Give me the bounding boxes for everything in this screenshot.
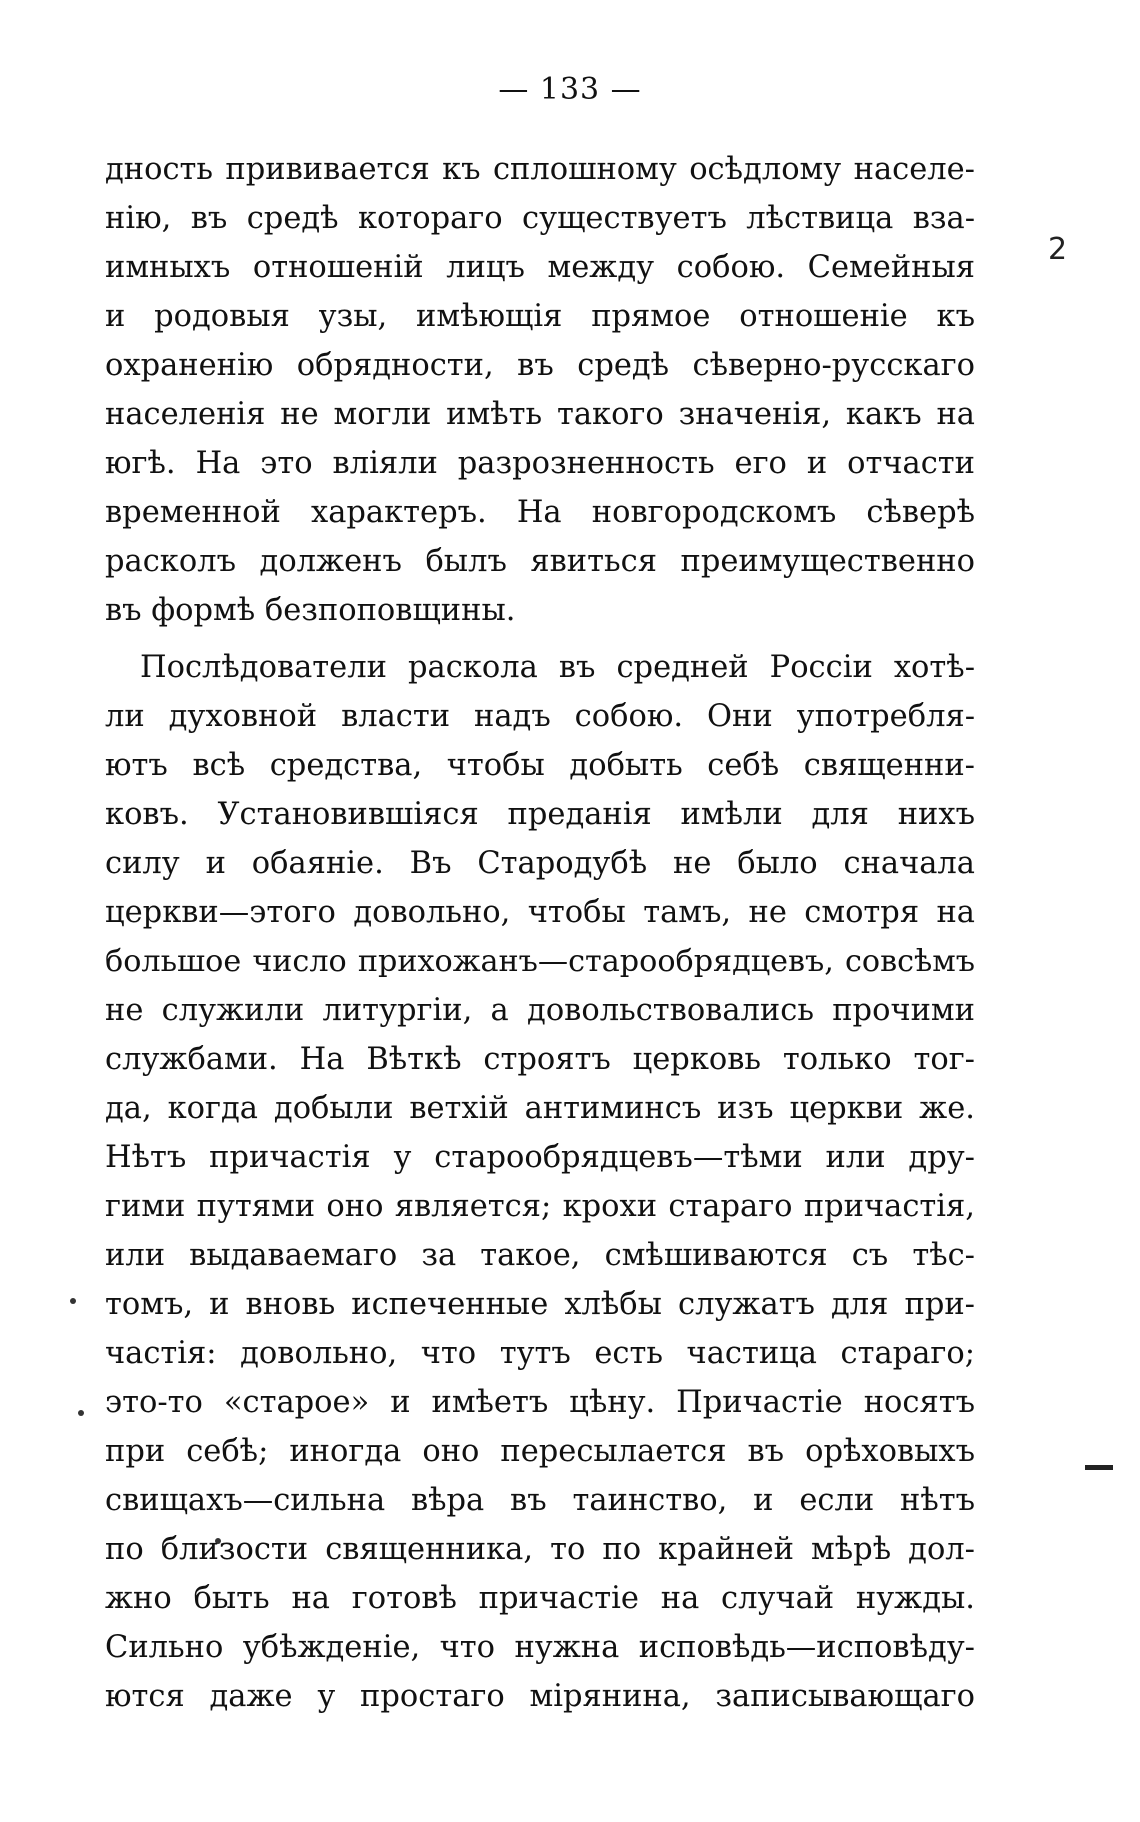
text-line: и родовыя узы, имѣющія прямое отношеніе къ — [105, 299, 975, 334]
text-line: имныхъ отношеній лицъ между собою. Семейныя — [105, 250, 975, 285]
paragraph-break — [105, 635, 975, 643]
text-line: жно быть на готовѣ причастіе на случай нужды. — [105, 1581, 975, 1616]
text-line: населенія не могли имѣть такого значенія, какъ на — [105, 397, 975, 432]
text-line: да, когда добыли ветхій антиминсъ изъ церкви же. — [105, 1091, 975, 1126]
text-line: томъ, и вновь испеченные хлѣбы служатъ для при- — [105, 1287, 975, 1322]
text-line: частія: довольно, что тутъ есть частица стараго; — [105, 1336, 975, 1371]
body-text — [105, 145, 975, 1721]
text-line: охраненію обрядности, въ средѣ сѣверно-русскаго — [105, 348, 975, 383]
text-line: или выдаваемаго за такое, смѣшиваются съ тѣс- — [105, 1238, 975, 1273]
margin-dash-mark — [1085, 1465, 1113, 1470]
text-line: ковъ. Установившіяся преданія имѣли для нихъ — [105, 797, 975, 832]
text-line: это-то «старое» и имѣетъ цѣну. Причастіе носятъ — [105, 1385, 975, 1420]
text-line: ютъ всѣ средства, чтобы добыть себѣ священни- — [105, 748, 975, 783]
text-line: свищахъ—сильна вѣра въ таинство, и если нѣтъ — [105, 1483, 975, 1518]
text-line: по близости священника, то по крайней мѣрѣ дол- — [105, 1532, 975, 1567]
text-line: расколъ долженъ былъ явиться преимущественно — [105, 544, 975, 579]
text-line: временной характеръ. На новгородскомъ сѣверѣ — [105, 495, 975, 530]
text-line: при себѣ; иногда оно пересылается въ орѣховыхъ — [105, 1434, 975, 1469]
text-line: ются даже у простаго мірянина, записывающаго — [105, 1679, 975, 1714]
text-line: въ формѣ безпоповщины. — [105, 593, 516, 628]
ink-speck — [78, 1410, 84, 1416]
text-line: службами. На Вѣткѣ строятъ церковь только тог- — [105, 1042, 975, 1077]
text-line: Сильно убѣжденіе, что нужна исповѣдь—исповѣду- — [105, 1630, 975, 1665]
text-line: Нѣтъ причастія у старообрядцевъ—тѣми или дру- — [105, 1140, 975, 1175]
text-line: не служили литургіи, а довольствовались прочими — [105, 993, 975, 1028]
ink-speck — [70, 1298, 76, 1304]
text-line: церкви—этого довольно, чтобы тамъ, не смотря на — [105, 895, 975, 930]
text-line: ли духовной власти надъ собою. Они употребля- — [105, 699, 975, 734]
page-number: — 133 — — [498, 72, 642, 107]
text-line: гими путями оно является; крохи стараго причастія, — [105, 1189, 975, 1224]
paragraph-1 — [105, 145, 975, 635]
paragraph-2 — [105, 643, 975, 1721]
text-line: большое число прихожанъ—старообрядцевъ, совсѣмъ — [105, 944, 975, 979]
text-line: дность прививается къ сплошному осѣдлому населе- — [105, 152, 975, 187]
text-line: нію, въ средѣ котораго существуетъ лѣствица вза- — [105, 201, 975, 236]
text-line: силу и обаяніе. Въ Стародубѣ не было сначала — [105, 846, 975, 881]
margin-note: 2 — [1048, 232, 1068, 267]
text-line: югѣ. На это вліяли разрозненность его и отчасти — [105, 446, 975, 481]
text-line: Послѣдователи раскола въ средней Россіи хотѣ- — [140, 650, 975, 685]
